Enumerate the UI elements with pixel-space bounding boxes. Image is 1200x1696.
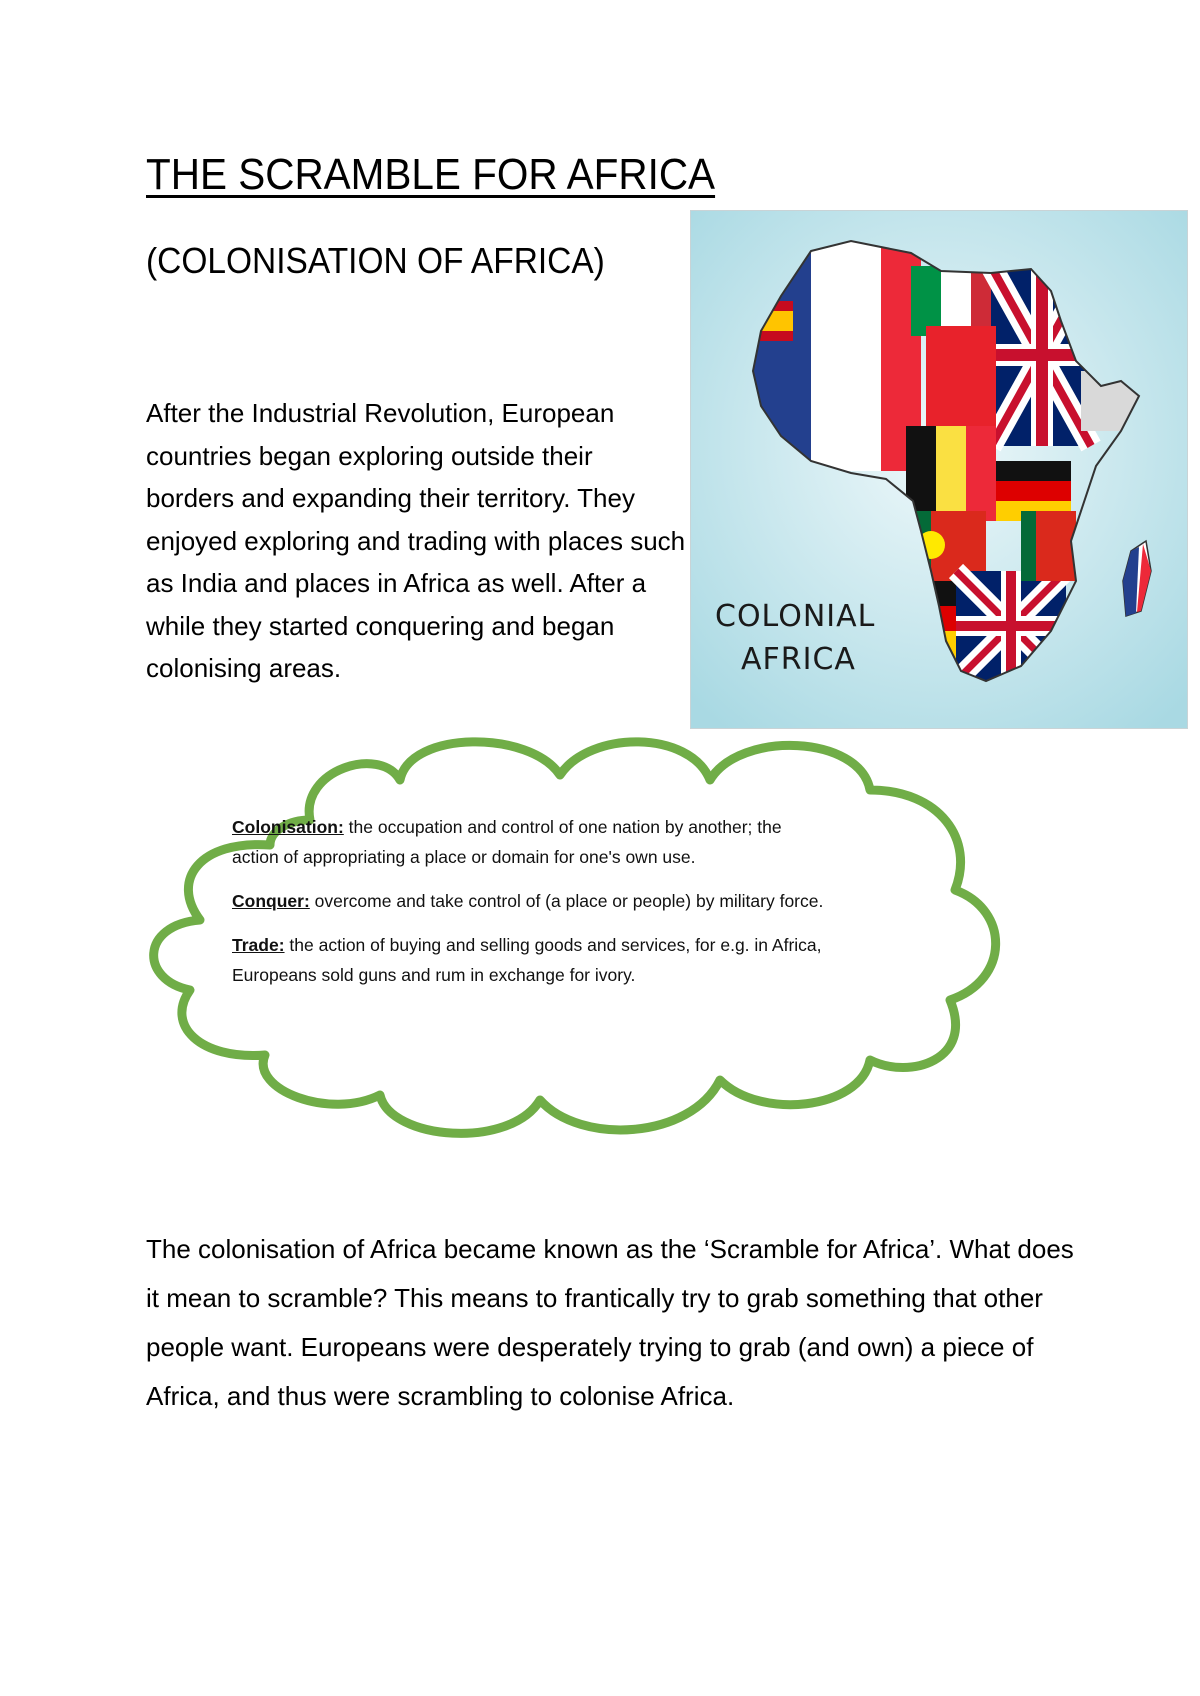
map-caption-line2: AFRICA [741,642,856,677]
definition-text: the action of buying and selling goods and services, for e.g. in Africa, Europeans sold guns and rum in exchange for ivory. [232,935,822,985]
page-title: THE SCRAMBLE FOR AFRICA [146,150,716,199]
definition-text: overcome and take control of (a place or people) by military force. [309,891,824,911]
definition-trade [232,930,832,990]
definitions-box [232,812,832,1004]
outro-paragraph: The colonisation of Africa became known as the ‘Scramble for Africa’. What does it mean to scramble? This means to frantically try to grab something that other people want. Europeans were desperately trying to grab (and own) a piece of Africa, and thus were scrambling to colonise Africa. [146,1234,1074,1411]
definition-conquer [232,886,832,916]
definition-term: Trade: [232,935,285,955]
definition-colonisation [232,812,832,872]
definition-term: Colonisation: [232,817,344,837]
map-caption-line1: COLONIAL [715,599,876,634]
definition-text: the occupation and control of one nation by another; the action of appropriating a place or domain for one's own use. [232,817,782,867]
intro-paragraph: After the Industrial Revolution, European countries began exploring outside their borders and expanding their territory. They enjoyed exploring and trading with places such as India and places in Africa as well. After a while they started conquering and began colonising areas. [146,398,686,683]
page-subtitle: (COLONISATION OF AFRICA) [146,240,605,281]
definition-term: Conquer: [232,891,310,911]
